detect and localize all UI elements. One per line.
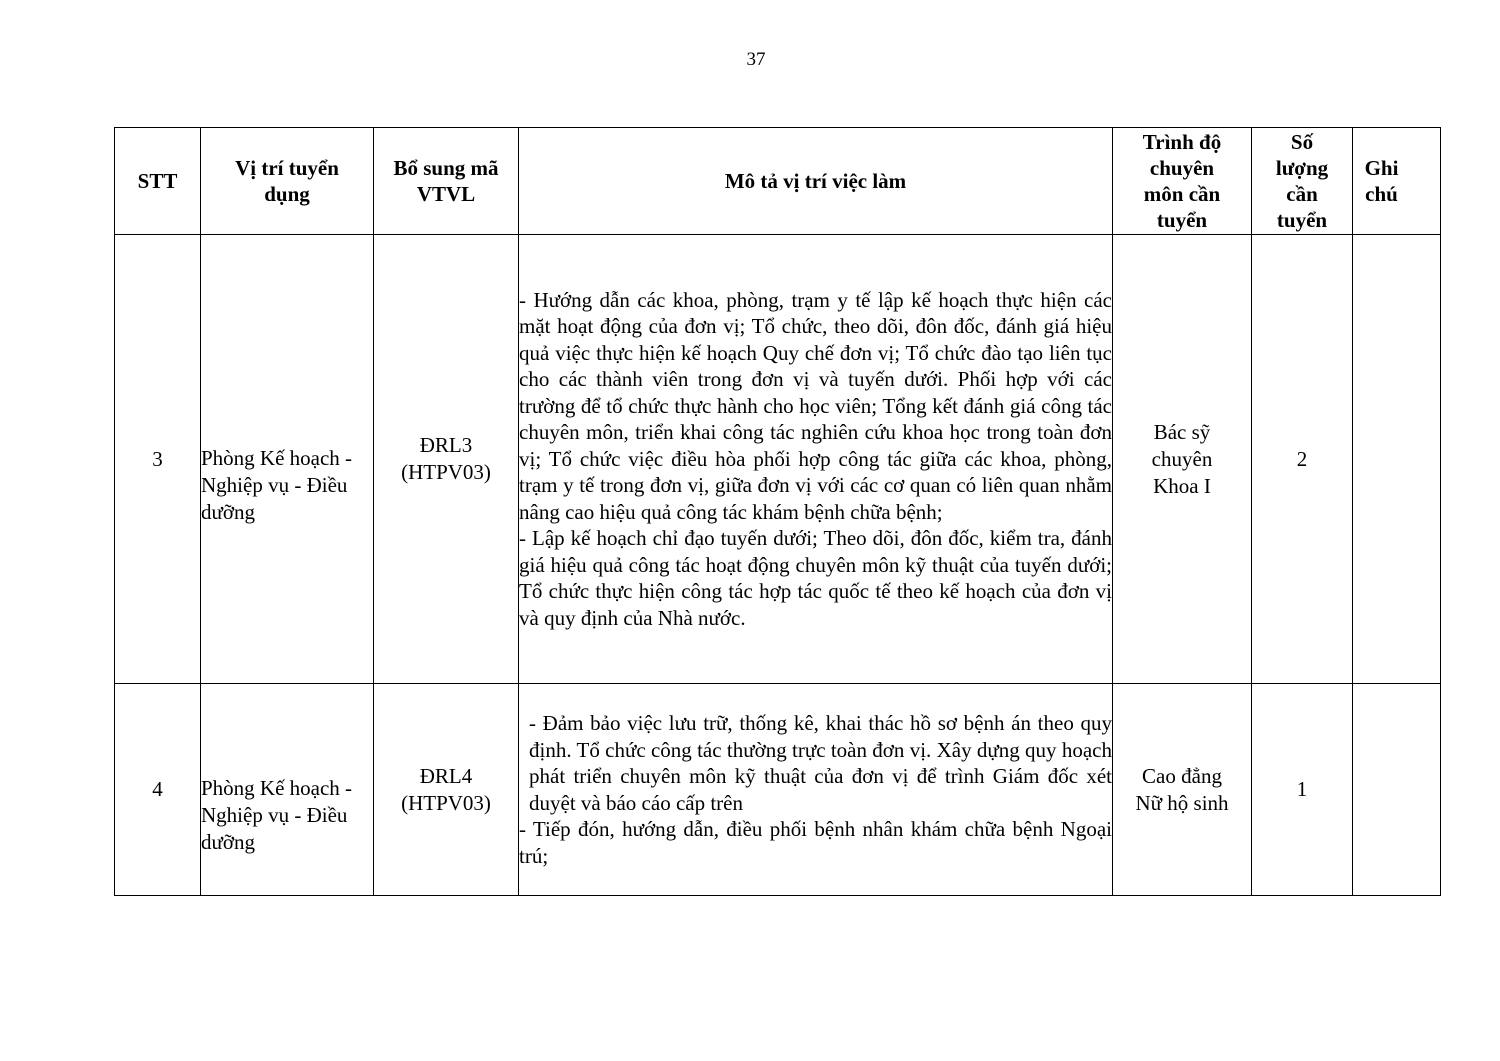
- cell-qualification: Cao đẳng Nữ hộ sinh: [1113, 684, 1252, 896]
- header-description: Mô tả vị trí việc làm: [519, 128, 1113, 235]
- description-line: - Tiếp đón, hướng dẫn, điều phối bệnh nhân khám chữa bệnh Ngoại trú;: [519, 817, 1112, 868]
- cell-description: [519, 684, 1113, 896]
- cell-qualification: Bác sỹ chuyên Khoa I: [1113, 235, 1252, 684]
- cell-description: [519, 235, 1113, 684]
- table-header-row: [115, 128, 1441, 235]
- cell-note: [1353, 684, 1441, 896]
- cell-code: ĐRL3 (HTPV03): [374, 235, 519, 684]
- cell-quantity: 2: [1252, 235, 1353, 684]
- header-qualification: Trình độ chuyên môn cần tuyển: [1113, 128, 1252, 235]
- cell-position: Phòng Kế hoạch - Nghiệp vụ - Điều dưỡng: [201, 684, 374, 896]
- cell-stt: 3: [115, 235, 201, 684]
- header-quantity: Số lượng cần tuyển: [1252, 128, 1353, 235]
- cell-quantity: 1: [1252, 684, 1353, 896]
- description-line: - Đảm bảo việc lưu trữ, thống kê, khai thác hồ sơ bệnh án theo quy định. Tổ chức công tác thường trực toàn đơn vị. Xây dựng quy hoạch phát triển chuyên môn kỹ thuật của đơn vị để trình Giám đốc xét duyệt và báo cáo cấp trên: [529, 711, 1112, 815]
- header-note: Ghi chú: [1353, 128, 1441, 235]
- page-number: 37: [746, 49, 766, 70]
- cell-position: Phòng Kế hoạch - Nghiệp vụ - Điều dưỡng: [201, 235, 374, 684]
- header-position: Vị trí tuyển dụng: [201, 128, 374, 235]
- cell-stt: 4: [115, 684, 201, 896]
- description-line: - Hướng dẫn các khoa, phòng, trạm y tế lập kế hoạch thực hiện các mặt hoạt động của đơn vị; Tổ chức, theo dõi, đôn đốc, đánh giá hiệu quả việc thực hiện kế hoạch Quy chế đơn vị; Tổ chức đào tạo liên tục cho các thành viên trong đơn vị và tuyến dưới. Phối hợp với các trường để tổ chức thực hành cho học viên; Tổng kết đánh giá công tác chuyên môn, triển khai công tác nghiên cứu khoa học trong toàn đơn vị; Tổ chức việc điều hòa phối hợp công tác giữa các khoa, phòng, trạm y tế trong đơn vị, giữa đơn vị với các cơ quan có liên quan nhằm nâng cao hiệu quả công tác khám bệnh chữa bệnh;: [519, 287, 1112, 524]
- header-code: Bổ sung mã VTVL: [374, 128, 519, 235]
- table-row: [115, 684, 1441, 896]
- cell-code: ĐRL4 (HTPV03): [374, 684, 519, 896]
- header-stt: STT: [115, 128, 201, 235]
- cell-note: [1353, 235, 1441, 684]
- table-row: [115, 235, 1441, 684]
- description-line: - Lập kế hoạch chỉ đạo tuyến dưới; Theo dõi, đôn đốc, kiểm tra, đánh giá hiệu quả công tác hoạt động chuyên môn kỹ thuật của tuyến dưới; Tổ chức thực hiện công tác hợp tác quốc tế theo kế hoạch của đơn vị và quy định của Nhà nước.: [519, 526, 1112, 630]
- recruitment-table: [114, 127, 1441, 896]
